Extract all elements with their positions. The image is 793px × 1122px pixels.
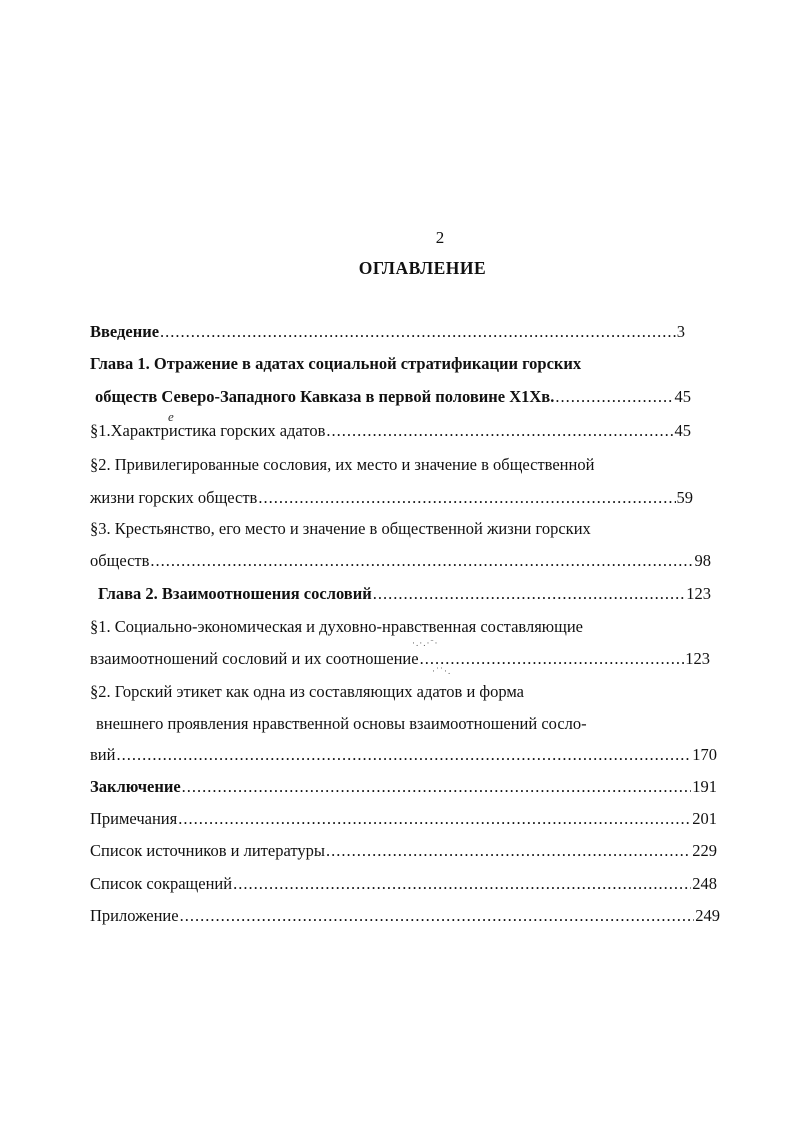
- handwritten-mark: е: [168, 409, 174, 424]
- toc-entry-section-1-2[interactable]: [90, 488, 693, 508]
- dot-leader: [326, 841, 691, 861]
- toc-page-number: 123: [685, 649, 710, 668]
- toc-label: обществ Северо-Западного Кавказа в первой половине Х1Хв.: [95, 387, 555, 406]
- toc-entry-section-2-2[interactable]: [90, 745, 717, 765]
- toc-entry-notes[interactable]: [90, 809, 717, 829]
- toc-entry-intro[interactable]: [90, 322, 685, 342]
- toc-entry-section-1-1[interactable]: [90, 421, 691, 441]
- toc-entry-section-2-1[interactable]: [90, 649, 710, 669]
- toc-label: Список источников и литературы: [90, 841, 325, 860]
- dot-leader: [258, 488, 675, 508]
- toc-section-2-2-line-1: §2. Горский этикет как одна из составляющих адатов и форма: [90, 682, 525, 701]
- toc-page-number: 170: [692, 745, 717, 764]
- dot-leader: [116, 745, 691, 765]
- scan-speck: ·.·.·¨·: [412, 638, 439, 648]
- page-title: ОГЛАВЛЕНИЕ: [358, 258, 487, 278]
- toc-page-number: 123: [686, 584, 711, 603]
- toc-page-number: 98: [694, 551, 711, 570]
- toc-entry-chapter-2[interactable]: [98, 584, 711, 604]
- toc-label: Примечания: [90, 809, 178, 828]
- toc-label: взаимоотношений сословий и их соотношение: [90, 649, 419, 668]
- toc-entry-chapter-1[interactable]: [95, 387, 691, 407]
- toc-page-number: 229: [692, 841, 717, 860]
- dot-leader: [150, 551, 693, 571]
- toc-section-2-1-line: §1. Социально-экономическая и духовно-нравственная составляющие: [90, 617, 583, 636]
- dot-leader: [160, 322, 676, 342]
- toc-page-number: 249: [695, 906, 720, 925]
- toc-section-1-3-line: §3. Крестьянство, его место и значение в общественной жизни горских: [90, 519, 591, 538]
- dot-leader: [233, 874, 691, 894]
- dot-leader: [420, 649, 685, 669]
- toc-entry-conclusion[interactable]: [90, 777, 717, 797]
- toc-section-2-2-line-2: внешнего проявления нравственной основы взаимоотношений сосло-: [96, 714, 587, 733]
- toc-label: Введение: [90, 322, 160, 341]
- toc-page-number: 59: [676, 488, 693, 507]
- toc-chapter-1-line: Глава 1. Отражение в адатах социальной стратификации горских: [90, 354, 582, 373]
- toc-page-number: 3: [676, 322, 685, 341]
- dot-leader: [180, 906, 695, 926]
- toc-entry-section-1-3[interactable]: [90, 551, 711, 571]
- dot-leader: [326, 421, 673, 441]
- toc-label: Список сокращений: [90, 874, 233, 893]
- toc-label: вий: [90, 745, 116, 764]
- toc-label: обществ: [90, 551, 150, 570]
- dot-leader: [182, 777, 692, 797]
- toc-label: Заключение: [90, 777, 181, 796]
- toc-label: §1.Характристика горских адатов: [90, 421, 326, 440]
- scan-speck: ·˙˙·.: [432, 666, 452, 676]
- dot-leader: [373, 584, 686, 604]
- toc-section-1-2-line: §2. Привилегированные сословия, их место и значение в общественной: [90, 455, 595, 474]
- toc-entry-appendix[interactable]: [90, 906, 720, 926]
- page-number: 2: [435, 228, 445, 247]
- dot-leader: [178, 809, 691, 829]
- toc-entry-abbreviations[interactable]: [90, 874, 717, 894]
- toc-label: Глава 2. Взаимоотношения сословий: [98, 584, 372, 603]
- dot-leader: [555, 387, 673, 407]
- toc-page-number: 191: [692, 777, 717, 796]
- toc-entry-sources[interactable]: [90, 841, 717, 861]
- toc-label: Приложение: [90, 906, 179, 925]
- toc-page-number: 45: [674, 421, 691, 440]
- toc-page-number: 248: [692, 874, 717, 893]
- toc-page-number: 201: [692, 809, 717, 828]
- toc-page-number: 45: [674, 387, 691, 406]
- toc-label: жизни горских обществ: [90, 488, 258, 507]
